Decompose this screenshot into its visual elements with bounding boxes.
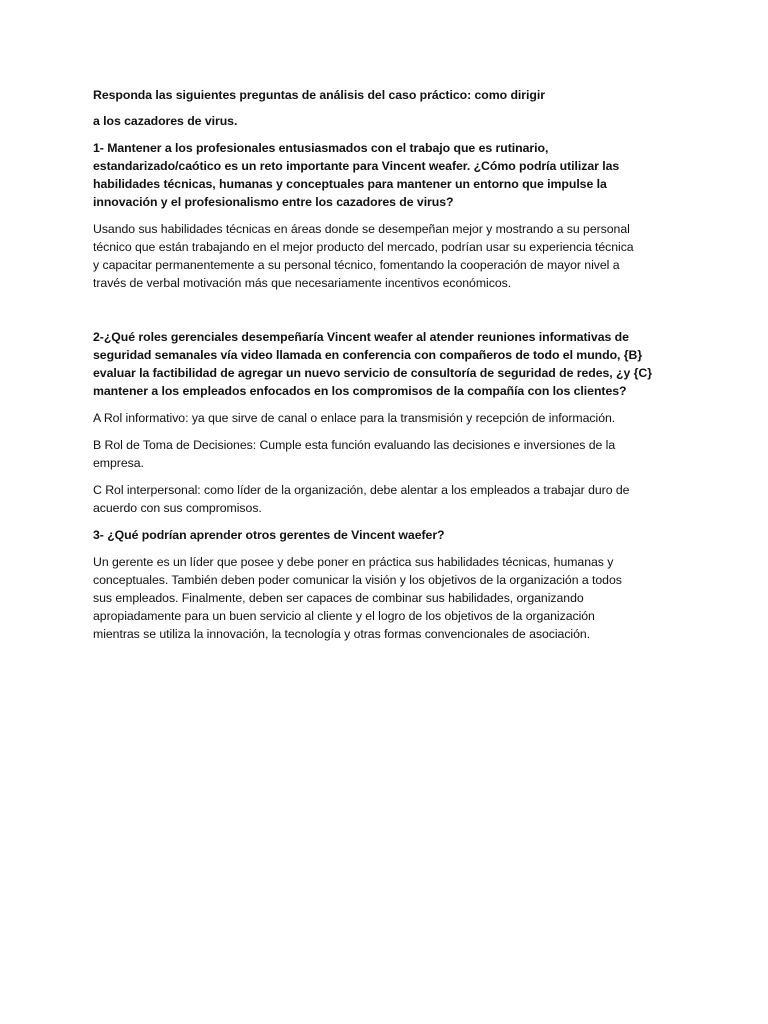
heading-line-2: a los cazadores de virus. bbox=[93, 114, 238, 128]
question-3: 3- ¿Qué podrían aprender otros gerentes de Vincent waefer? bbox=[93, 528, 445, 542]
answer-2-b: B Rol de Toma de Decisiones: Cumple esta función evaluando las decisiones e inversiones de la empresa. bbox=[93, 438, 616, 470]
question-1: 1- Mantener a los profesionales entusiasmados con el trabajo que es rutinario, estandarizado/caótico es un reto importante para Vincent weafer. ¿Cómo podría utilizar las habilidades técnicas, humanas y conceptuales para mantener un entorno que impulse la innovación y el profesionalismo entre los cazadores de virus? bbox=[93, 141, 620, 209]
answer-2-a: A Rol informativo: ya que sirve de canal o enlace para la transmisión y recepción de información. bbox=[93, 411, 616, 425]
document-page bbox=[93, 86, 683, 643]
question-2: 2-¿Qué roles gerenciales desempeñaría Vincent weafer al atender reuniones informativas de seguridad semanales vía video llamada en conferencia con compañeros de todo el mundo, {B} evaluar la factibilidad de agregar un nuevo servicio de consultoría de seguridad de redes, ¿y {C} mantener a los empleados enfocados en los compromisos de la compañía con los clientes? bbox=[93, 330, 652, 398]
answer-2-c: C Rol interpersonal: como líder de la organización, debe alentar a los empleados a trabajar duro de acuerdo con sus compromisos. bbox=[93, 483, 630, 515]
heading-line-1: Responda las siguientes preguntas de análisis del caso práctico: como dirigir bbox=[93, 88, 545, 102]
answer-3: Un gerente es un líder que posee y debe poner en práctica sus habilidades técnicas, humanas y conceptuales. También deben poder comunicar la visión y los objetivos de la organización a todos sus empleados. Finalmente, deben ser capaces de combinar sus habilidades, organizando apropiadamente para un buen servicio al cliente y el logro de los objetivos de la organización mientras se utiliza la innovación, la tecnología y otras formas convencionales de asociación. bbox=[93, 555, 622, 641]
answer-1: Usando sus habilidades técnicas en áreas donde se desempeñan mejor y mostrando a su personal técnico que están trabajando en el mejor producto del mercado, podrían usar su experiencia técnica y capacitar permanentemente a su personal técnico, fomentando la cooperación de mayor nivel a través de verbal motivación más que necesariamente incentivos económicos. bbox=[93, 222, 634, 290]
